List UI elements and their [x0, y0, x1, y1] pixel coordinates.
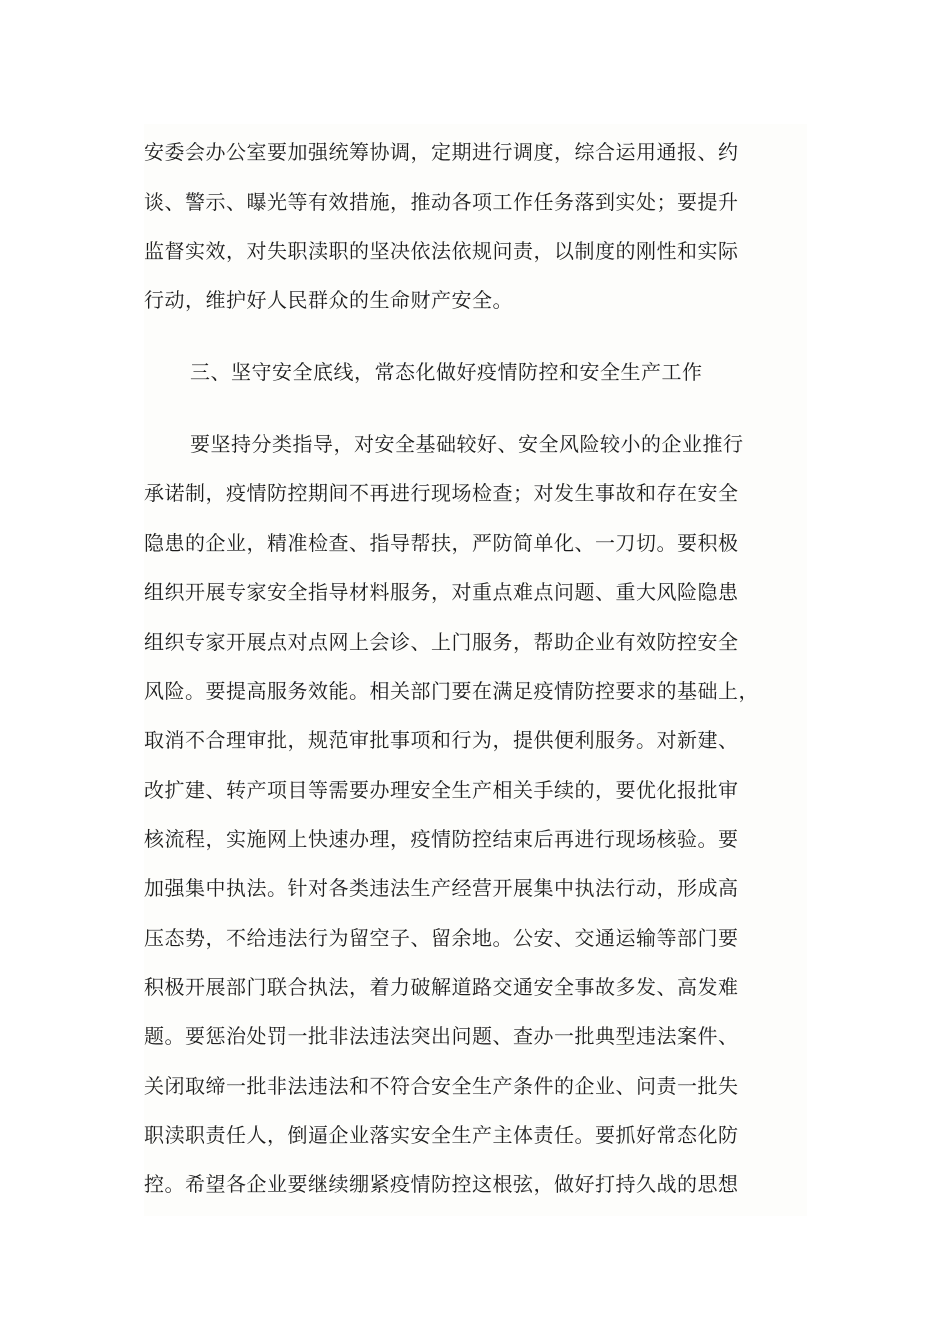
paragraph-line: 改扩建、转产项目等需要办理安全生产相关手续的，要优化报批审	[144, 778, 739, 802]
paragraph-line: 加强集中执法。针对各类违法生产经营开展集中执法行动，形成高	[144, 876, 739, 900]
paragraph-line: 关闭取缔一批非法违法和不符合安全生产条件的企业、问责一批失	[144, 1074, 739, 1098]
paragraph-line: 积极开展部门联合执法，着力破解道路交通安全事故多发、高发难	[144, 975, 739, 999]
paragraph-line: 组织专家开展点对点网上会诊、上门服务，帮助企业有效防控安全	[144, 630, 739, 654]
paragraph-line: 安委会办公室要加强统筹协调，定期进行调度，综合运用通报、约	[144, 140, 739, 164]
paragraph-line: 风险。要提高服务效能。相关部门要在满足疫情防控要求的基础上，	[144, 679, 759, 703]
paragraph-line: 核流程，实施网上快速办理，疫情防控结束后再进行现场核验。要	[144, 827, 739, 851]
paragraph-line: 职渎职责任人，倒逼企业落实安全生产主体责任。要抓好常态化防	[144, 1123, 739, 1147]
section-heading: 三、坚守安全底线，常态化做好疫情防控和安全生产工作	[190, 360, 703, 384]
paragraph-line: 组织开展专家安全指导材料服务，对重点难点问题、重大风险隐患	[144, 580, 739, 604]
paragraph-line: 要坚持分类指导，对安全基础较好、安全风险较小的企业推行	[190, 432, 744, 456]
paragraph-line: 隐患的企业，精准检查、指导帮扶，严防简单化、一刀切。要积极	[144, 531, 739, 555]
paragraph-line: 监督实效，对失职渎职的坚决依法依规问责，以制度的刚性和实际	[144, 239, 739, 263]
document-body	[144, 124, 807, 1216]
paragraph-line: 题。要惩治处罚一批非法违法突出问题、查办一批典型违法案件、	[144, 1024, 739, 1048]
paragraph-line: 行动，维护好人民群众的生命财产安全。	[144, 288, 513, 312]
paragraph-line: 压态势，不给违法行为留空子、留余地。公安、交通运输等部门要	[144, 926, 739, 950]
paragraph-line: 谈、警示、曝光等有效措施，推动各项工作任务落到实处；要提升	[144, 190, 739, 214]
paragraph-line: 取消不合理审批，规范审批事项和行为，提供便利服务。对新建、	[144, 728, 739, 752]
paragraph-line: 承诺制，疫情防控期间不再进行现场检查；对发生事故和存在安全	[144, 481, 739, 505]
paragraph-line: 控。希望各企业要继续绷紧疫情防控这根弦，做好打持久战的思想	[144, 1172, 739, 1196]
